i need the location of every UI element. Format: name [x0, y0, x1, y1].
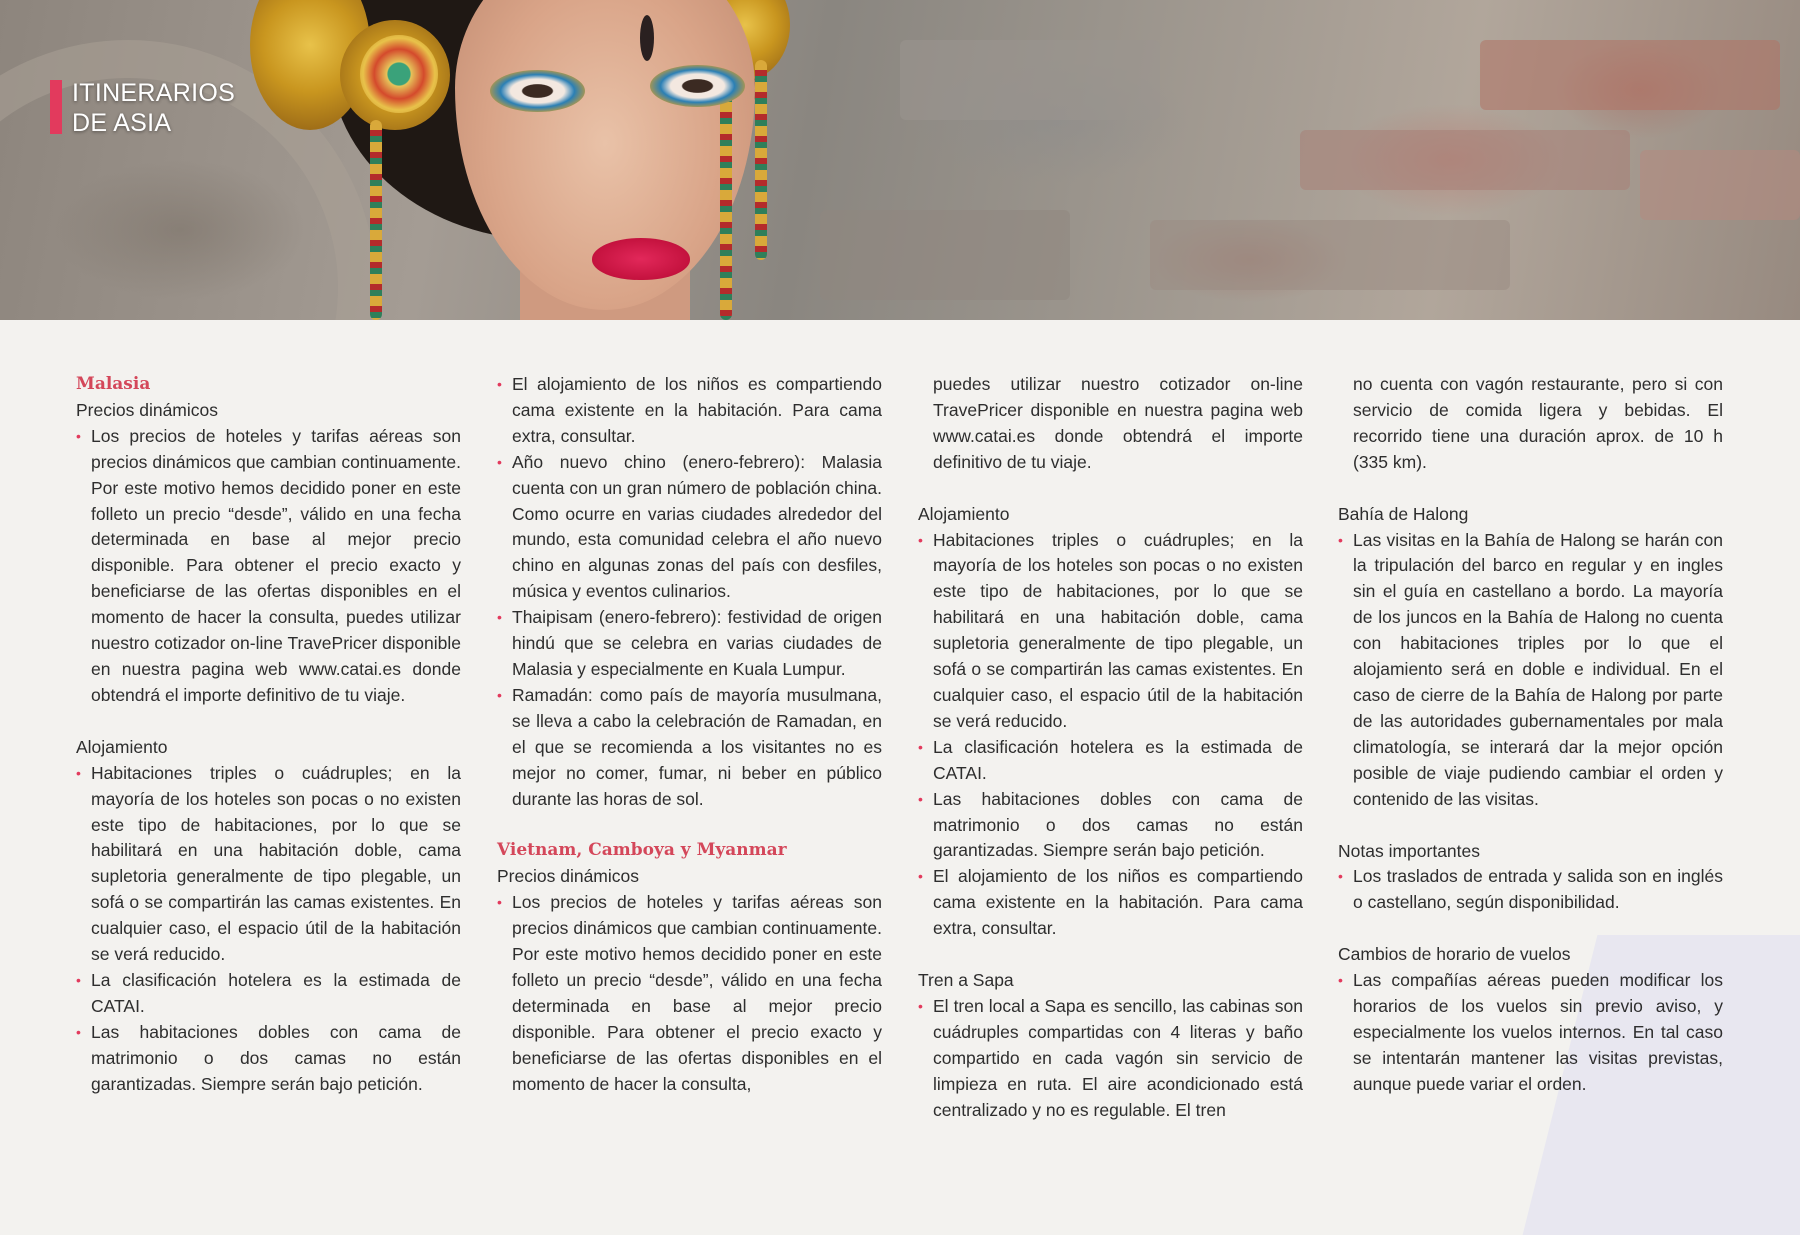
- brick: [900, 40, 1160, 120]
- continued-paragraph: puedes utilizar nuestro cotizador on-line TravePricer disponible en nuestra pagina web www.catai.es donde obtendrá el importe definitivo de tu viaje.: [933, 374, 1303, 472]
- right-eye: [650, 65, 745, 107]
- brick: [1640, 150, 1800, 220]
- bullet-item: • Las compañías aéreas pueden modificar los horarios de los vuelos sin previo aviso, y especialmente los vuelos internos. En tal caso se intentarán mantener las visitas previstas, aunque puede variar el orden.: [1338, 968, 1723, 1098]
- subheading: Precios dinámicos: [76, 399, 218, 420]
- subheading: Alojamiento: [918, 503, 1010, 524]
- brick: [1300, 130, 1630, 190]
- subheading: Cambios de horario de vuelos: [1338, 944, 1571, 965]
- bullet-item: • Las habitaciones dobles con cama de matrimonio o dos camas no están garantizadas. Siempre serán bajo petición.: [76, 1020, 461, 1098]
- bindi: [640, 15, 654, 61]
- bullet-item: • Las visitas en la Bahía de Halong se harán con la tripulación del barco en regular y en ingles sin el guía en castellano a bordo. La mayoría de los juncos en la Bahía de Halong no cuenta con habitaciones triples por lo que el alojamiento será en doble e individual. En el caso de cierre de la Bahía de Halong por parte de las autoridades gubernamentales por mala climatología, se interará dar la mejor opción posible de viaje pudiendo cambiar el orden y contenido de las visitas.: [1338, 528, 1723, 813]
- section-tag: [50, 78, 235, 138]
- spacer: [918, 942, 1303, 968]
- jeweled-flower: [360, 35, 438, 113]
- section-heading: Vietnam, Camboya y Myanmar: [497, 840, 787, 861]
- bullet-item: • Los precios de hoteles y tarifas aéreas son precios dinámicos que cambian continuamente. Por este motivo hemos decidido poner en este folleto un precio “desde”, válido en una fecha determinada en base al mejor precio disponible. Para obtener el precio exacto y beneficiarse de las ofertas disponibles en el momento de hacer la consulta, puedes utilizar nuestro cotizador on-line TravePricer disponible en nuestra pagina web www.catai.es donde obtendrá el importe definitivo de tu viaje.: [76, 424, 461, 709]
- bullet-item: • Los precios de hoteles y tarifas aéreas son precios dinámicos que cambian continuamente. Por este motivo hemos decidido poner en este folleto un precio “desde”, válido en una fecha determinada en base al mejor precio disponible. Para obtener el precio exacto y beneficiarse de las ofertas disponibles en el momento de hacer la consulta,: [497, 890, 882, 1097]
- bullet-item: • Los traslados de entrada y salida son en inglés o castellano, según disponibilidad.: [1338, 864, 1723, 916]
- brick: [1480, 40, 1780, 110]
- dangling-jewelry: [370, 120, 382, 320]
- lips: [592, 238, 690, 280]
- section-tag-text: [72, 78, 235, 138]
- text-column-3: [918, 372, 1303, 1123]
- brick: [820, 210, 1070, 300]
- bullet-item: • El alojamiento de los niños es compartiendo cama existente en la habitación. Para cama extra, consultar.: [497, 372, 882, 450]
- dangling-jewelry: [755, 60, 767, 260]
- spacer: [1338, 916, 1723, 942]
- section-tag-line1: ITINERARIOS: [72, 79, 236, 107]
- hero-photo: [0, 0, 1800, 320]
- subheading: Notas importantes: [1338, 840, 1481, 861]
- left-eye: [490, 70, 585, 112]
- brick: [1150, 220, 1510, 290]
- bullet-item: • Habitaciones triples o cuádruples; en la mayoría de los hoteles son pocas o no existen este tipo de habitaciones, por lo que se habilitará en una habitación doble, cama supletoria generalmente de tipo plegable, un sofá o se compartirán las camas existentes. En cualquier caso, el espacio útil de la habitación se verá reducido.: [918, 528, 1303, 735]
- spacer: [1338, 813, 1723, 839]
- spacer: [497, 812, 882, 838]
- spacer: [918, 476, 1303, 502]
- bullet-item: • La clasificación hotelera es la estimada de CATAI.: [918, 735, 1303, 787]
- text-column-2: [497, 372, 882, 1097]
- bullet-item: • Habitaciones triples o cuádruples; en la mayoría de los hoteles son pocas o no existen este tipo de habitaciones, por lo que se habilitará en una habitación doble, cama supletoria generalmente de tipo plegable, un sofá o se compartirán las camas existentes. En cualquier caso, el espacio útil de la habitación se verá reducido.: [76, 761, 461, 968]
- section-tag-line2: DE ASIA: [72, 109, 172, 137]
- text-column-4: [1338, 372, 1723, 1098]
- spacer: [1338, 476, 1723, 502]
- bullet-item: • Thaipisam (enero-febrero): festividad de origen hindú que se celebra en varias ciudades de Malasia y especialmente en Kuala Lumpur.: [497, 605, 882, 683]
- continued-paragraph: no cuenta con vagón restaurante, pero si con servicio de comida ligera y bebidas. El recorrido tiene una duración aprox. de 10 h (335 km).: [1353, 374, 1723, 472]
- section-tag-bar: [50, 80, 62, 134]
- spacer: [76, 709, 461, 735]
- bullet-item: • Las habitaciones dobles con cama de matrimonio o dos camas no están garantizadas. Siempre serán bajo petición.: [918, 787, 1303, 865]
- dangling-jewelry: [720, 80, 732, 320]
- subheading: Bahía de Halong: [1338, 503, 1469, 524]
- bullet-item: • La clasificación hotelera es la estimada de CATAI.: [76, 968, 461, 1020]
- bullet-item: • El alojamiento de los niños es compartiendo cama existente en la habitación. Para cama extra, consultar.: [918, 864, 1303, 942]
- section-heading: Malasia: [76, 374, 151, 394]
- text-column-1: [76, 372, 461, 1097]
- subheading: Tren a Sapa: [918, 970, 1014, 991]
- bullet-item: • Año nuevo chino (enero-febrero): Malasia cuenta con un gran número de población china. Como ocurre en varias ciudades alrededor del mundo, esta comunidad celebra el año nuevo chino en algunas zonas del país con desfiles, música y eventos culinarios.: [497, 450, 882, 605]
- subheading: Alojamiento: [76, 736, 168, 757]
- bullet-item: • El tren local a Sapa es sencillo, las cabinas son cuádruples compartidas con 4 literas y baño compartido en cada vagón sin servicio de limpieza en ruta. El aire acondicionado está centralizado y no es regulable. El tren: [918, 994, 1303, 1124]
- bullet-item: • Ramadán: como país de mayoría musulmana, se lleva a cabo la celebración de Ramadan, en el que se recomienda a los visitantes no es mejor no comer, fumar, ni beber en público durante las horas de sol.: [497, 683, 882, 813]
- subheading: Precios dinámicos: [497, 866, 639, 887]
